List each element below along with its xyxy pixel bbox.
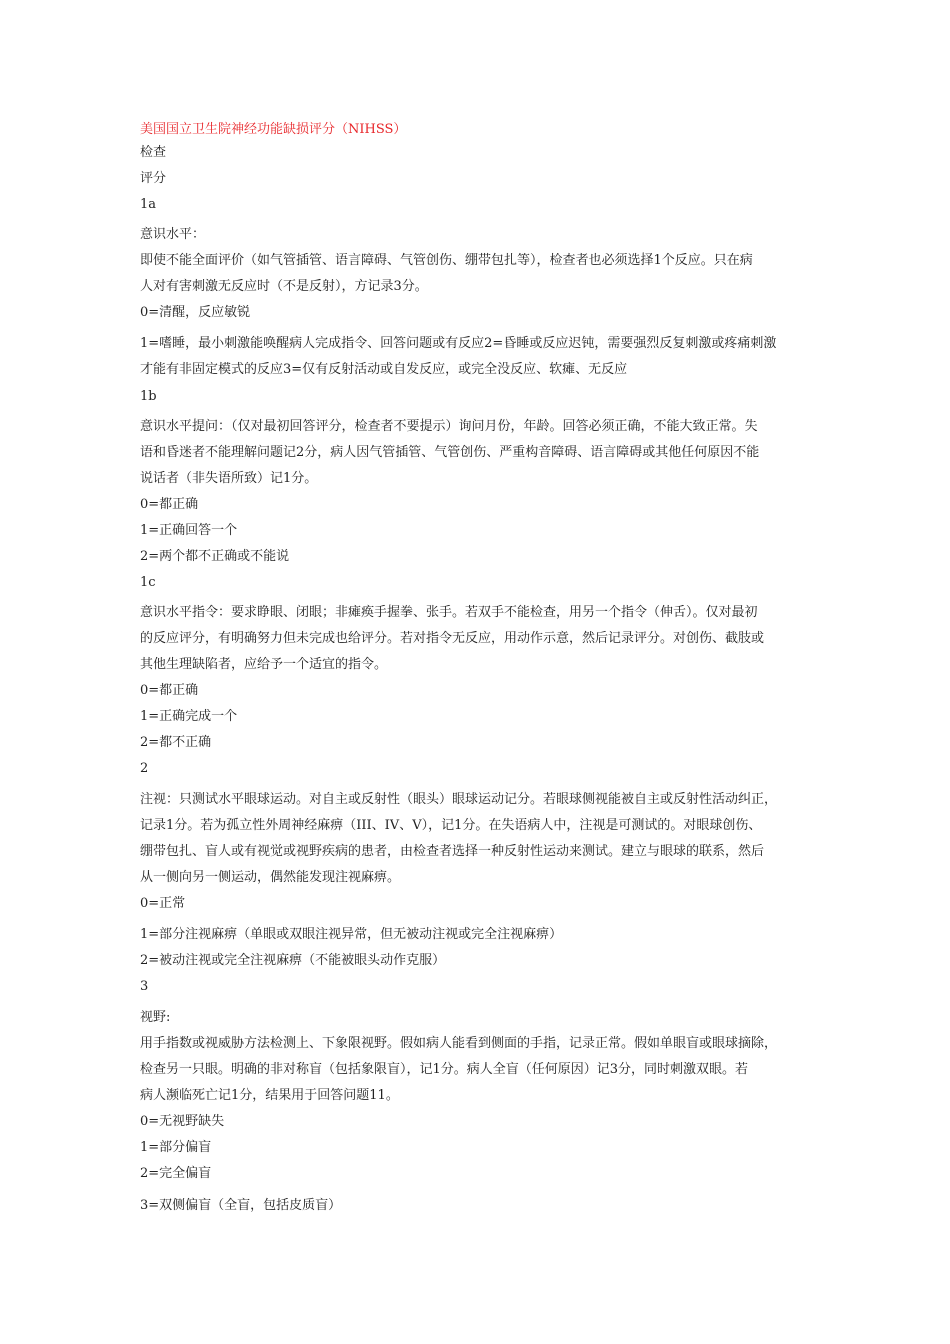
item-desc-1c: [140, 600, 840, 678]
option-1a-0: 0=清醒，反应敏锐: [140, 305, 251, 320]
desc-line: 说话者（非失语所致）记1分。: [140, 471, 318, 486]
item-code-3: 3: [140, 979, 149, 994]
item-heading-3: 视野:: [140, 1010, 171, 1025]
item-desc-2: [140, 787, 840, 891]
desc-line: 意识水平提问：（仅对最初回答评分，检查者不要提示）询问月份，年龄。回答必须正确，不能大致正常。失: [140, 419, 758, 434]
item-extra-1a: [140, 331, 840, 383]
option-3-2: 2=完全偏盲: [140, 1166, 212, 1181]
desc-line: 检查另一只眼。明确的非对称盲（包括象限盲），记1分。病人全盲（任何原因）记3分，同时刺激双眼。若: [140, 1062, 749, 1077]
option-1c-0: 0=都正确: [140, 683, 199, 698]
desc-line: 语和昏迷者不能理解问题记2分，病人因气管插管、气管创伤、严重构音障碍、语言障碍或其他任何原因不能: [140, 445, 760, 460]
item-code-2: 2: [140, 761, 149, 776]
option-3-1: 1=部分偏盲: [140, 1140, 212, 1155]
desc-line: 注视：只测试水平眼球运动。对自主或反射性（眼头）眼球运动记分。若眼球侧视能被自主或反射性活动纠正，: [140, 792, 778, 807]
desc-line: 意识水平指令：要求睁眼、闭眼；非瘫痪手握拳、张手。若双手不能检查，用另一个指令（伸舌）。仅对最初: [140, 605, 758, 620]
header-exam: 检查: [140, 145, 167, 160]
option-1b-0: 0=都正确: [140, 497, 199, 512]
option-3-0: 0=无视野缺失: [140, 1114, 225, 1129]
option-2-0: 0=正常: [140, 896, 186, 911]
item-code-1a: 1a: [140, 197, 157, 212]
desc-line: 用手指数或视威胁方法检测上、下象限视野。假如病人能看到侧面的手指，记录正常。假如单眼盲或眼球摘除，: [140, 1036, 778, 1051]
header-score: 评分: [140, 171, 167, 186]
item-desc-3: [140, 1031, 840, 1109]
desc-line: 的反应评分，有明确努力但未完成也给评分。若对指令无反应，用动作示意，然后记录评分。对创伤、截肢或: [140, 631, 765, 646]
option-2-1: 1=部分注视麻痹（单眼或双眼注视异常，但无被动注视或完全注视麻痹）: [140, 927, 563, 942]
option-3-3: 3=双侧偏盲（全盲，包括皮质盲）: [140, 1198, 342, 1213]
desc-line: 人对有害刺激无反应时（不是反射），方记录3分。: [140, 279, 428, 294]
option-1c-1: 1=正确完成一个: [140, 709, 238, 724]
item-desc-1b: [140, 414, 840, 492]
option-1b-2: 2=两个都不正确或不能说: [140, 549, 290, 564]
option-1c-2: 2=都不正确: [140, 735, 212, 750]
option-2-2: 2=被动注视或完全注视麻痹（不能被眼头动作克服）: [140, 953, 446, 968]
item-code-1b: 1b: [140, 389, 157, 404]
item-desc-1a: [140, 248, 840, 300]
desc-line: 记录1分。若为孤立性外周神经麻痹（III、IV、V），记1分。在失语病人中，注视是可测试的。对眼球创伤、: [140, 818, 762, 833]
item-code-1c: 1c: [140, 575, 156, 590]
option-line: 1=嗜睡，最小刺激能唤醒病人完成指令、回答问题或有反应2=昏睡或反应迟钝，需要强烈反复刺激或疼痛刺激: [140, 336, 777, 351]
desc-line: 病人濒临死亡记1分，结果用于回答问题11。: [140, 1088, 399, 1103]
desc-line: 即使不能全面评价（如气管插管、语言障碍、气管创伤、绷带包扎等），检查者也必须选择1个反应。只在病: [140, 253, 753, 268]
page-title: 美国国立卫生院神经功能缺损评分（NIHSS）: [140, 122, 407, 137]
option-line: 才能有非固定模式的反应3=仅有反射活动或自发反应，或完全没反应、软瘫、无反应: [140, 362, 628, 377]
item-heading-1a: 意识水平：: [140, 227, 206, 242]
desc-line: 从一侧向另一侧运动，偶然能发现注视麻痹。: [140, 870, 401, 885]
desc-line: 绷带包扎、盲人或有视觉或视野疾病的患者，由检查者选择一种反射性运动来测试。建立与眼球的联系，然后: [140, 844, 765, 859]
desc-line: 其他生理缺陷者，应给予一个适宜的指令。: [140, 657, 388, 672]
option-1b-1: 1=正确回答一个: [140, 523, 238, 538]
